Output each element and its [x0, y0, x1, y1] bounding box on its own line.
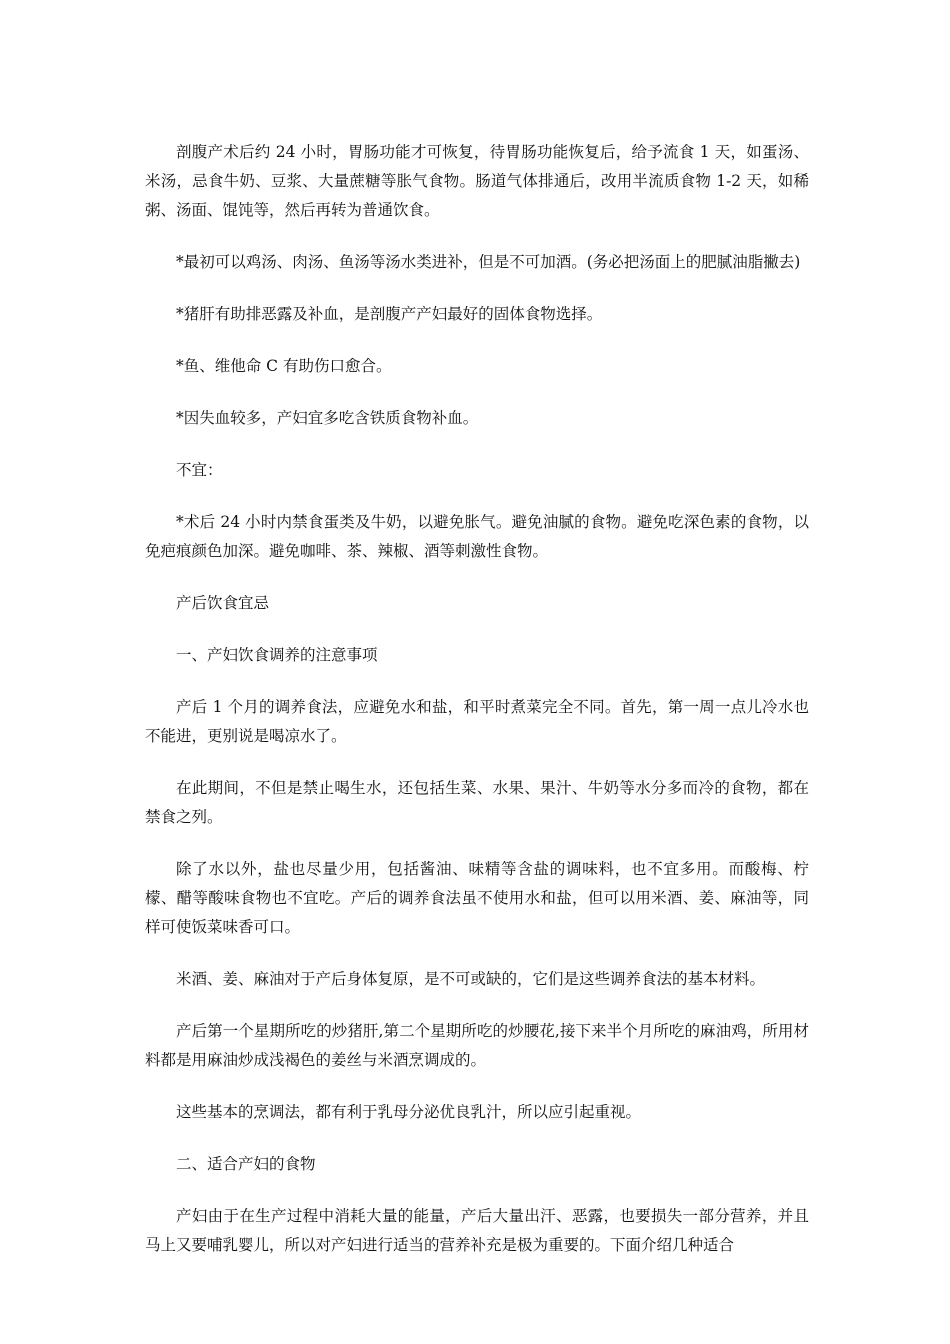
paragraph: 剖腹产术后约 24 小时，胃肠功能才可恢复，待胃肠功能恢复后，给予流食 1 天，如蛋汤、米汤，忌食牛奶、豆浆、大量蔗糖等胀气食物。肠道气体排通后，改用半流质食物 1-2 天，如稀粥、汤面、馄饨等，然后再转为普通饮食。	[145, 143, 809, 219]
paragraph: 产妇由于在生产过程中消耗大量的能量，产后大量出汗、恶露，也要损失一部分营养，并且马上又要哺乳婴儿，所以对产妇进行适当的营养补充是极为重要的。下面介绍几种适合	[145, 1207, 809, 1254]
section-heading: 产后饮食宜忌	[176, 594, 270, 612]
subsection-heading: 一、产妇饮食调养的注意事项	[176, 646, 378, 664]
paragraph: 在此期间，不但是禁止喝生水，还包括生菜、水果、果汁、牛奶等水分多而冷的食物，都在禁食之列。	[145, 779, 809, 826]
paragraph: 这些基本的烹调法，都有利于乳母分泌优良乳汁，所以应引起重视。	[176, 1103, 642, 1121]
paragraph: 不宜：	[176, 461, 223, 479]
paragraph: 除了水以外，盐也尽量少用，包括酱油、味精等含盐的调味料，也不宜多用。而酸梅、柠檬、醋等酸味食物也不宜吃。产后的调养食法虽不使用水和盐，但可以用米酒、姜、麻油等，同样可使饭菜味香可口。	[145, 860, 809, 936]
paragraph: *猪肝有助排恶露及补血，是剖腹产产妇最好的固体食物选择。	[176, 305, 603, 323]
paragraph: 米酒、姜、麻油对于产后身体复原，是不可或缺的，它们是这些调养食法的基本材料。	[176, 970, 766, 988]
paragraph: *因失血较多，产妇宜多吃含铁质食物补血。	[176, 409, 479, 427]
paragraph: *术后 24 小时内禁食蛋类及牛奶，以避免胀气。避免油腻的食物。避免吃深色素的食物，以免疤痕颜色加深。避免咖啡、茶、辣椒、酒等刺激性食物。	[145, 513, 809, 560]
paragraph: 产后 1 个月的调养食法，应避免水和盐，和平时煮菜完全不同。首先，第一周一点儿冷水也不能进，更别说是喝凉水了。	[145, 698, 809, 745]
paragraph: *鱼、维他命 C 有助伤口愈合。	[176, 357, 392, 375]
subsection-heading: 二、适合产妇的食物	[176, 1155, 316, 1173]
paragraph: 产后第一个星期所吃的炒猪肝,第二个星期所吃的炒腰花,接下来半个月所吃的麻油鸡，所用材料都是用麻油炒成浅褐色的姜丝与米酒烹调成的。	[145, 1022, 809, 1069]
paragraph: *最初可以鸡汤、肉汤、鱼汤等汤水类进补，但是不可加酒。(务必把汤面上的肥腻油脂撇去)	[176, 253, 801, 271]
document-page	[145, 138, 809, 1283]
